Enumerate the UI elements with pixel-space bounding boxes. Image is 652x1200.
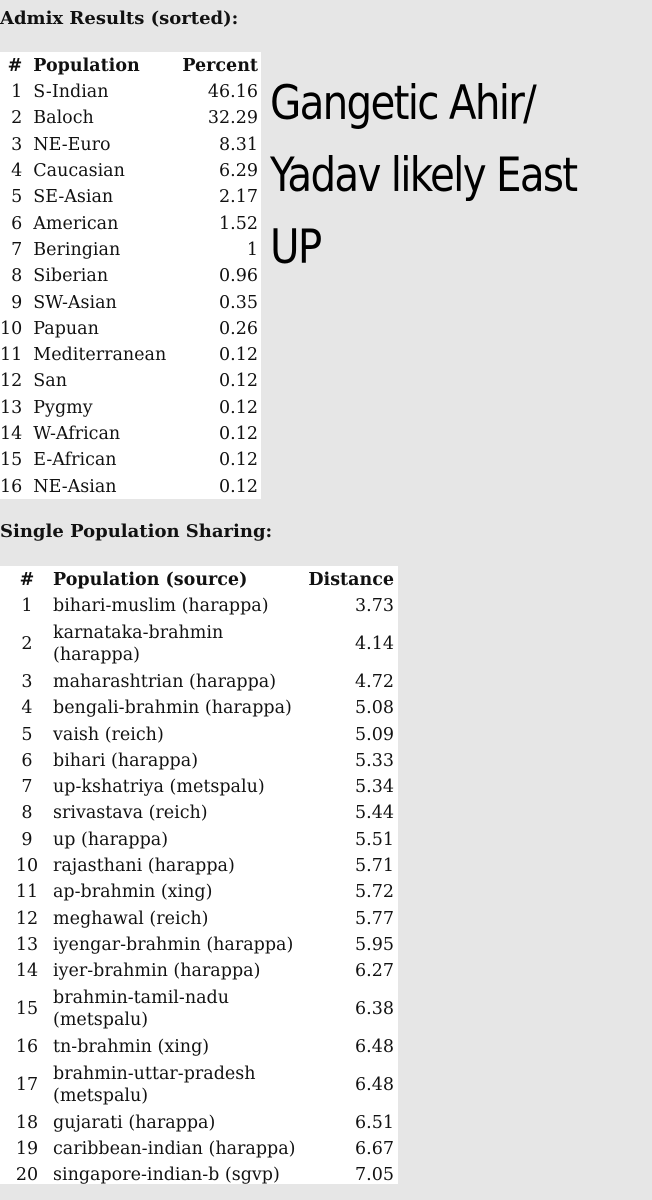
row-value: 46.16 <box>207 82 258 103</box>
admix-header-percent: Percent <box>182 55 258 76</box>
row-population: Mediterranean <box>33 345 167 366</box>
row-value: 0.12 <box>219 476 258 497</box>
row-value: 5.44 <box>355 803 394 824</box>
row-value: 1.52 <box>219 213 258 234</box>
row-population: up (harappa) <box>53 829 169 850</box>
row-value: 5.95 <box>355 934 394 955</box>
row-population: karnataka-brahmin (harappa) <box>53 623 224 666</box>
row-number: 7 <box>21 777 33 798</box>
row-population: ap-brahmin (xing) <box>53 882 213 903</box>
row-number: 6 <box>11 213 23 234</box>
row-value: 0.12 <box>219 450 258 471</box>
row-population: caribbean-indian (harappa) <box>53 1139 296 1160</box>
row-value: 4.14 <box>355 634 394 655</box>
admix-table-row <box>0 395 261 421</box>
row-population: Papuan <box>33 318 99 339</box>
admix-table-body <box>0 79 261 500</box>
admix-table-row <box>0 158 261 184</box>
admix-table-row <box>0 79 261 105</box>
row-number: 18 <box>15 1112 39 1133</box>
row-population: brahmin-tamil-nadu (metspalu) <box>53 988 229 1031</box>
row-population: Pygmy <box>33 397 93 418</box>
row-population: SW-Asian <box>33 292 117 313</box>
row-value: 0.96 <box>219 266 258 287</box>
row-number: 10 <box>0 318 23 339</box>
row-value: 6.67 <box>355 1139 394 1160</box>
admix-table-row <box>0 342 261 368</box>
row-number: 4 <box>21 698 33 719</box>
row-population: Baloch <box>33 108 94 129</box>
sharing-table-row <box>0 593 398 619</box>
row-population: tn-brahmin (xing) <box>53 1037 210 1057</box>
sharing-table-row <box>0 619 398 669</box>
row-population: srivastava (reich) <box>53 803 208 824</box>
row-population: iyer-brahmin (harappa) <box>53 961 261 982</box>
row-population: bihari (harappa) <box>53 750 199 771</box>
sharing-table-row <box>0 984 398 1034</box>
row-population: singapore-indian-b (sgvp) <box>53 1165 280 1186</box>
row-value: 5.51 <box>355 829 394 850</box>
admix-table-row <box>0 132 261 158</box>
row-number: 5 <box>11 187 23 208</box>
sharing-table-row <box>0 879 398 905</box>
sharing-table-row <box>0 958 398 984</box>
row-population: maharashtrian (harappa) <box>53 671 277 692</box>
admix-header-population: Population <box>33 55 140 76</box>
row-value: 0.12 <box>219 397 258 418</box>
row-value: 5.72 <box>355 882 394 903</box>
population-sharing-title: Single Population Sharing: <box>0 521 273 542</box>
row-value: 6.51 <box>355 1112 394 1133</box>
sharing-table-row <box>0 827 398 853</box>
row-number: 13 <box>15 934 39 955</box>
row-population: W-African <box>33 424 121 444</box>
row-population: NE-Asian <box>33 476 117 497</box>
row-population: meghawal (reich) <box>53 908 209 929</box>
admix-table-row <box>0 316 261 342</box>
row-number: 14 <box>0 424 23 444</box>
row-value: 5.34 <box>355 777 394 798</box>
sharing-table-row <box>0 748 398 774</box>
row-number: 15 <box>15 999 39 1020</box>
sharing-table-row <box>0 932 398 958</box>
sharing-table-row <box>0 905 398 931</box>
row-value: 6.38 <box>355 999 394 1020</box>
row-value: 0.12 <box>219 345 258 366</box>
caption-text: Gangetic Ahir/ Yadav likely East UP <box>270 76 577 275</box>
row-population: bengali-brahmin (harappa) <box>53 698 292 719</box>
row-value: 6.48 <box>355 1037 394 1057</box>
row-value: 6.48 <box>355 1074 394 1095</box>
row-value: 2.17 <box>219 187 258 208</box>
sharing-table-row <box>0 669 398 695</box>
row-number: 1 <box>21 596 33 617</box>
row-number: 11 <box>0 345 23 366</box>
row-population: gujarati (harappa) <box>53 1112 216 1133</box>
admix-header-row <box>0 52 261 79</box>
admix-table-row <box>0 237 261 263</box>
row-value: 5.08 <box>355 698 394 719</box>
sharing-table-row <box>0 853 398 879</box>
admix-table-row <box>0 447 261 473</box>
row-value: 5.71 <box>355 856 394 877</box>
population-sharing-table <box>0 566 398 1189</box>
sharing-header-population: Population (source) <box>53 569 248 590</box>
row-value: 0.35 <box>219 292 258 313</box>
row-number: 9 <box>11 292 23 313</box>
row-number: 5 <box>21 724 33 745</box>
sharing-header-row <box>0 566 398 593</box>
row-number: 13 <box>0 397 23 418</box>
row-value: 5.09 <box>355 724 394 745</box>
row-value: 4.72 <box>355 671 394 692</box>
row-number: 17 <box>15 1074 39 1095</box>
row-population: Beringian <box>33 239 121 260</box>
row-population: American <box>33 213 119 234</box>
row-population: Caucasian <box>33 161 125 182</box>
row-population: S-Indian <box>33 82 109 103</box>
row-value: 6.29 <box>219 161 258 182</box>
row-number: 6 <box>21 750 33 771</box>
row-population: E-African <box>33 450 117 471</box>
row-number: 11 <box>15 882 39 903</box>
row-number: 14 <box>15 961 39 982</box>
row-number: 8 <box>21 803 33 824</box>
sharing-table-row <box>0 774 398 800</box>
row-value: 0.26 <box>219 318 258 339</box>
admix-results-panel <box>0 52 261 499</box>
row-value: 1 <box>246 239 258 260</box>
row-number: 9 <box>21 829 33 850</box>
row-number: 10 <box>15 856 39 877</box>
row-number: 15 <box>0 450 23 471</box>
row-number: 2 <box>11 108 23 129</box>
row-value: 5.77 <box>355 908 394 929</box>
sharing-header-num: # <box>19 569 35 590</box>
row-population: bihari-muslim (harappa) <box>53 596 269 617</box>
row-number: 19 <box>15 1139 39 1160</box>
row-value: 0.12 <box>219 371 258 392</box>
admix-table-row <box>0 263 261 289</box>
row-value: 7.05 <box>355 1165 394 1186</box>
row-number: 3 <box>11 134 23 155</box>
row-value: 32.29 <box>207 108 258 129</box>
admix-table-row <box>0 473 261 499</box>
sharing-table-row <box>0 721 398 747</box>
admix-header-num: # <box>7 55 23 76</box>
admix-table-row <box>0 368 261 394</box>
sharing-table-row <box>0 695 398 721</box>
sharing-header-distance: Distance <box>308 569 394 590</box>
row-number: 2 <box>21 634 33 655</box>
sharing-table-body <box>0 593 398 1189</box>
row-number: 16 <box>15 1037 39 1057</box>
row-population: SE-Asian <box>33 187 114 208</box>
row-population: vaish (reich) <box>53 724 164 745</box>
sharing-table-row <box>0 1034 398 1060</box>
row-number: 8 <box>11 266 23 287</box>
admix-table-row <box>0 289 261 315</box>
row-number: 20 <box>15 1165 39 1186</box>
sharing-table-row <box>0 1136 398 1162</box>
sharing-table-row <box>0 1110 398 1136</box>
row-population: brahmin-uttar-pradesh (metspalu) <box>53 1063 256 1106</box>
row-number: 3 <box>21 671 33 692</box>
admix-table-row <box>0 210 261 236</box>
row-number: 1 <box>11 82 23 103</box>
row-number: 7 <box>11 239 23 260</box>
sharing-table-row <box>0 1060 398 1110</box>
row-population: rajasthani (harappa) <box>53 856 235 877</box>
row-value: 5.33 <box>355 750 394 771</box>
row-population: NE-Euro <box>33 134 111 155</box>
admix-table-row <box>0 105 261 131</box>
row-number: 12 <box>0 371 23 392</box>
admix-table-row <box>0 421 261 447</box>
row-value: 3.73 <box>355 596 394 617</box>
admix-table-row <box>0 184 261 210</box>
row-population: up-kshatriya (metspalu) <box>53 777 265 798</box>
population-sharing-panel <box>0 566 398 1184</box>
admix-results-title: Admix Results (sorted): <box>0 8 239 29</box>
sharing-table-row <box>0 800 398 826</box>
row-number: 12 <box>15 908 39 929</box>
row-value: 0.12 <box>219 424 258 444</box>
row-number: 4 <box>11 161 23 182</box>
row-value: 8.31 <box>219 134 258 155</box>
sharing-table-row <box>0 1162 398 1188</box>
row-population: San <box>33 371 67 392</box>
admix-results-table <box>0 52 261 500</box>
row-number: 16 <box>0 476 23 497</box>
row-population: iyengar-brahmin (harappa) <box>53 934 294 955</box>
row-population: Siberian <box>33 266 109 287</box>
row-value: 6.27 <box>355 961 394 982</box>
